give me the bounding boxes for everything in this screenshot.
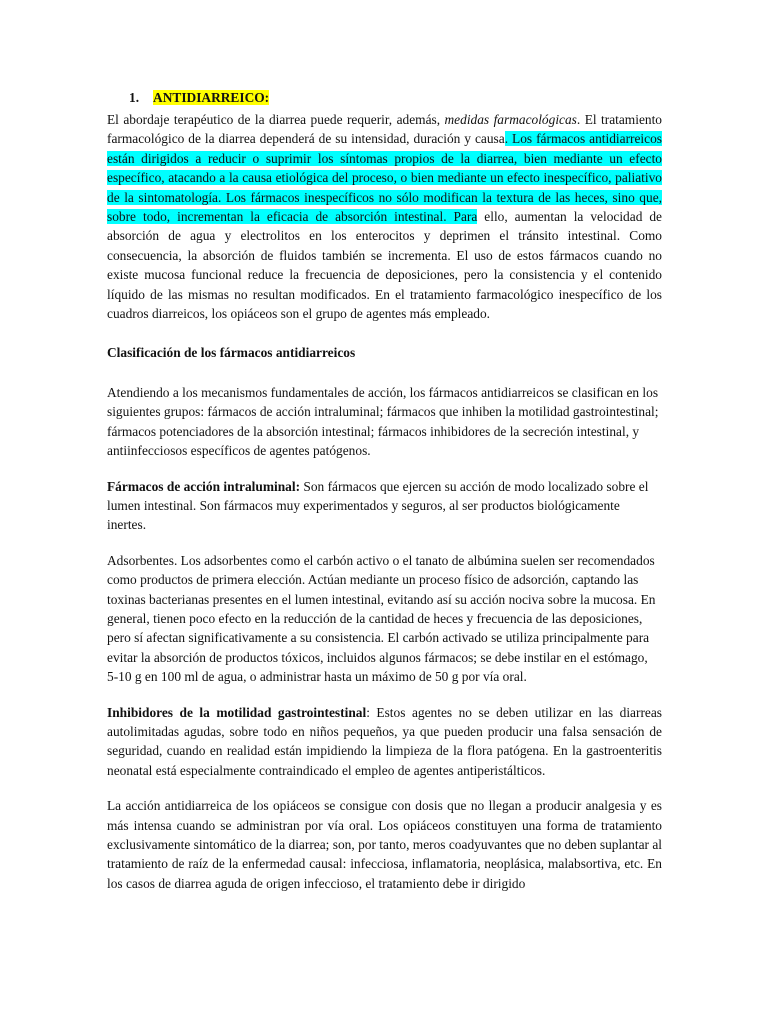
intro-text-2: . El tratamiento farmacológico de la diarrea dependerá de su intensidad, duración y causa xyxy=(107,112,663,147)
intro-text-3: ello, aumentan la velocidad de absorción de agua y electrolitos en los enterocitos y deprimen el tránsito intestinal. Como consecuencia, la absorción de fluidos también se incrementa. El uso de estos fármacos cuando no existe mucosa funcional reduce la frecuencia de deposiciones, pero la consistencia y el contenido líquido de las mismas no resultan modificados. En el tratamiento farmacológico inespecífico de los cuadros diarreicos, los opiáceos son el grupo de agentes más empleado. xyxy=(107,209,662,322)
inhibidores-text: : Estos agentes no se deben utilizar en las diarreas autolimitadas agudas, sobre todo en niños pequeños, ya que pueden producir una falsa sensación de seguridad, cuando en realidad están impidiendo la limpieza de la flora patógena. En la gastroenteritis neonatal está especialmente contraindicado el empleo de agentes antiperistálticos. xyxy=(107,704,662,778)
classification-paragraph: Atendiendo a los mecanismos fundamentales de acción, los fármacos antidiarreicos se clasifican en los siguientes grupos: fármacos de acción intraluminal; fármacos que inhiben la motilidad gastrointestinal; fármacos potenciadores de la absorción intestinal; fármacos inhibidores de la secreción intestinal, y antiinfecciosos específicos de agentes patógenos. xyxy=(107,384,659,459)
adsorbentes-paragraph: Adsorbentes. Los adsorbentes como el carbón activo o el tanato de albúmina suelen ser recomendados como productos de primera elección. Actúan mediante un proceso físico de adsorción, captando las toxinas bacterianas presentes en el lumen intestinal, evitando así su acción nociva sobre la mucosa. En general, tienen poco efecto en la reducción de la cantidad de heces y frecuencia de las deposiciones, pero sí afectan significativamente a su consistencia. El carbón activado se utiliza principalmente para evitar la absorción de productos tóxicos, incluidos algunos fármacos; se debe instilar en el estómago, 5-10 g en 100 ml de agua, o administrar hasta un máximo de 50 g por vía oral. xyxy=(107,552,656,685)
intro-highlight: . Los fármacos antidiarreicos están dirigidos a reducir o suprimir los síntomas propios de la diarrea, bien mediante un efecto específico, atacando a la causa etiológica del proceso, o bien mediante un efecto inespecífico, paliativo de la sintomatología. Los fármacos inespecíficos no sólo modifican la textura de las heces, sino que, sobre todo, incrementan la eficacia de absorción intestinal. Para xyxy=(107,131,663,225)
inhibidores-title: Inhibidores de la motilidad gastrointestinal xyxy=(107,704,367,720)
intro-paragraph xyxy=(107,110,662,323)
inhibidores-paragraph xyxy=(107,703,662,781)
intraluminal-paragraph xyxy=(107,477,662,535)
section-number: 1. xyxy=(129,90,140,105)
opiaceos-paragraph: La acción antidiarreica de los opiáceos se consigue con dosis que no llegan a producir analgesia y es más intensa cuando se administran por vía oral. Los opiáceos constituyen una forma de tratamiento exclusivamente sintomático de la diarrea; son, por tanto, meros coadyuvantes que no deben suplantar al tratamiento de raíz de la enfermedad causal: infecciosa, inflamatoria, neoplásica, malabsortiva, etc. En los casos de diarrea aguda de origen infeccioso, el tratamiento debe ir dirigido xyxy=(107,798,662,891)
classification-title: Clasificación de los fármacos antidiarreicos xyxy=(107,345,356,361)
section-title: ANTIDIARREICO: xyxy=(153,90,270,105)
intraluminal-text: Son fármacos que ejercen su acción de modo localizado sobre el lumen intestinal. Son fármacos muy experimentados y seguros, al ser productos biológicamente inertes. xyxy=(107,478,649,533)
intro-italic: medidas farmacológicas xyxy=(444,112,577,127)
section-heading xyxy=(129,88,662,108)
intraluminal-title: Fármacos de acción intraluminal: xyxy=(107,478,301,494)
intro-text-1: El abordaje terapéutico de la diarrea puede requerir, además, xyxy=(107,112,445,127)
